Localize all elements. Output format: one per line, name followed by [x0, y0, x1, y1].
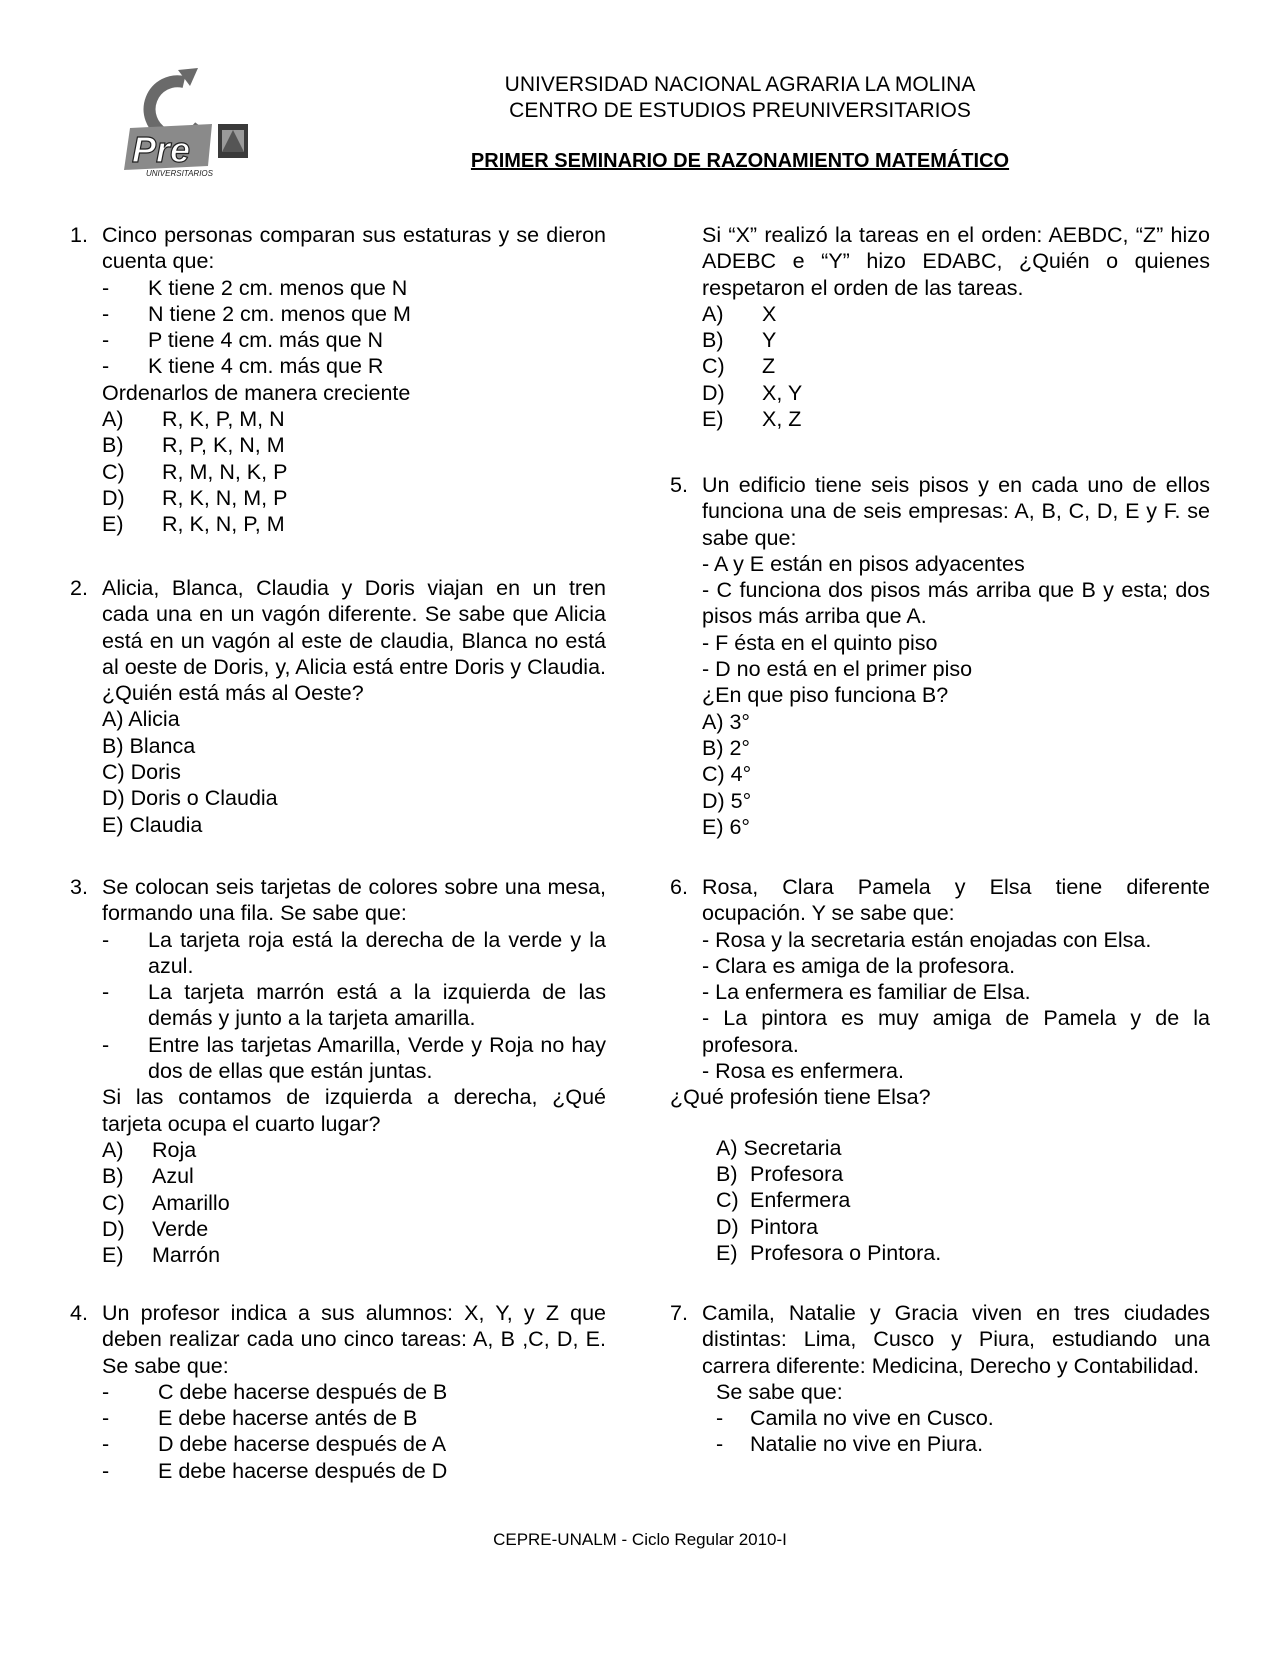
fact-item: - Entre las tarjetas Amarilla, Verde y Roja no hay dos de ellas que están juntas.	[102, 1032, 606, 1084]
answer-option: A) X	[702, 301, 777, 326]
question-text: Alicia, Blanca, Claudia y Doris viajan en un tren cada una en un vagón diferente. Se sabe que Alicia está en un vagón al este de claudia, Blanca no está al oeste de Doris, y, Alicia está entre Doris y Claudia. ¿Quién está más al Oeste?	[102, 576, 606, 706]
question-4	[70, 1300, 606, 1484]
question-1	[70, 222, 606, 538]
fact-item: - C funciona dos pisos más arriba que B y esta; dos pisos más arriba que A.	[702, 578, 1210, 629]
answer-option: B) 2°	[702, 735, 751, 760]
fact-item: - F ésta en el quinto piso	[702, 630, 938, 655]
question-2	[70, 575, 606, 838]
fact-item: - K tiene 4 cm. más que R	[102, 354, 384, 379]
fact-item: - La tarjeta marrón está a la izquierda de las demás y junto a la tarjeta amarilla.	[102, 980, 606, 1031]
answer-option: C) 4°	[702, 762, 752, 787]
page-footer: CEPRE-UNALM - Ciclo Regular 2010-I	[493, 1530, 787, 1549]
answer-option: C) Z	[702, 354, 776, 379]
question-number: 7.	[670, 1301, 688, 1325]
fact-item: - K tiene 2 cm. menos que N	[102, 275, 408, 300]
answer-option: C) Doris	[102, 760, 181, 785]
answer-option: C) Enfermera	[716, 1188, 851, 1213]
fact-item: - Clara es amiga de la profesora.	[702, 953, 1016, 978]
question-text: ¿En que piso funciona B?	[702, 683, 949, 708]
question-number: 5.	[670, 473, 688, 497]
answer-option: D) R, K, N, M, P	[102, 485, 288, 510]
fact-item: - Natalie no vive en Piura.	[716, 1432, 984, 1457]
fact-item: - La tarjeta roja está la derecha de la verde y la azul.	[102, 927, 606, 978]
question-5	[670, 472, 1210, 840]
answer-option: E) Profesora o Pintora.	[716, 1240, 942, 1265]
question-intro: Rosa, Clara Pamela y Elsa tiene diferente ocupación. Y se sabe que:	[702, 875, 1210, 926]
question-text: Ordenarlos de manera creciente	[102, 380, 411, 405]
question-number: 6.	[670, 875, 688, 899]
answer-option: E) Claudia	[102, 812, 203, 837]
fact-item: - Rosa y la secretaria están enojadas con Elsa.	[702, 927, 1152, 952]
answer-option: E) X, Z	[702, 407, 802, 432]
fact-item: - E debe hacerse antés de B	[102, 1406, 418, 1431]
answer-option: E) Marrón	[102, 1243, 221, 1268]
answer-option: A) 3°	[702, 709, 751, 734]
answer-option: B) Y	[702, 328, 777, 353]
fact-item: - La enfermera es familiar de Elsa.	[702, 980, 1031, 1005]
fact-item: - A y E están en pisos adyacentes	[702, 551, 1025, 576]
question-intro: Camila, Natalie y Gracia viven en tres ciudades distintas: Lima, Cusco y Piura, estudiando una carrera diferente: Medicina, Derecho y Contabilidad.	[702, 1301, 1210, 1378]
logo-text: Pre	[132, 129, 191, 170]
answer-option: C) Amarillo	[102, 1190, 230, 1215]
center-name: CENTRO DE ESTUDIOS PREUNIVERSITARIOS	[509, 99, 971, 122]
question-7	[670, 1300, 1210, 1458]
question-6	[670, 874, 1210, 1266]
question-3	[70, 874, 606, 1268]
fact-item: - C debe hacerse después de B	[102, 1379, 448, 1404]
answer-option: D) Doris o Claudia	[102, 786, 278, 811]
fact-item: - La pintora es muy amiga de Pamela y de la profesora.	[702, 1006, 1210, 1057]
question-number: 2.	[70, 576, 88, 600]
question-text: Si las contamos de izquierda a derecha, ¿Qué tarjeta ocupa el cuarto lugar?	[102, 1085, 606, 1136]
answer-option: A) R, K, P, M, N	[102, 407, 285, 432]
answer-option: D) Verde	[102, 1216, 209, 1241]
university-name: UNIVERSIDAD NACIONAL AGRARIA LA MOLINA	[504, 73, 976, 96]
answer-option: C) R, M, N, K, P	[102, 459, 288, 484]
fact-item: - E debe hacerse después de D	[102, 1458, 448, 1483]
answer-option: A) Alicia	[102, 707, 180, 732]
answer-option: E) 6°	[702, 814, 751, 839]
fact-item: - D debe hacerse después de A	[102, 1432, 447, 1457]
question-text: Si “X” realizó la tareas en el orden: AEBDC, “Z” hizo ADEBC e “Y” hizo EDABC, ¿Quién o quienes respetaron el orden de las tareas.	[702, 223, 1210, 300]
question-number: 4.	[70, 1301, 88, 1325]
question-intro: Cinco personas comparan sus estaturas y se dieron cuenta que:	[102, 223, 606, 274]
question-number: 1.	[70, 223, 88, 247]
question-intro: Se colocan seis tarjetas de colores sobre una mesa, formando una fila. Se sabe que:	[102, 875, 606, 926]
answer-option: B) Blanca	[102, 733, 196, 758]
answer-option: A) Roja	[102, 1137, 197, 1162]
question-text: ¿Qué profesión tiene Elsa?	[670, 1085, 931, 1110]
answer-option: B) Azul	[102, 1164, 194, 1189]
answer-option: A) Secretaria	[716, 1135, 842, 1160]
answer-option: B) Profesora	[716, 1161, 844, 1186]
question-intro: Un edificio tiene seis pisos y en cada uno de ellos funciona una de seis empresas: A, B, C, D, E y F. se sabe que:	[702, 473, 1210, 550]
answer-option: D) 5°	[702, 788, 752, 813]
answer-option: D) X, Y	[702, 380, 803, 405]
fact-item: - Rosa es enfermera.	[702, 1059, 904, 1084]
fact-item: - Camila no vive en Cusco.	[716, 1406, 994, 1431]
answer-option: D) Pintora	[716, 1214, 819, 1239]
question-4-continuation	[702, 222, 1210, 432]
answer-option: E) R, K, N, P, M	[102, 512, 285, 537]
logo-subtext: UNIVERSITARIOS	[146, 169, 213, 178]
page-title: PRIMER SEMINARIO DE RAZONAMIENTO MATEMÁTICO	[470, 150, 1010, 172]
answer-option: B) R, P, K, N, M	[102, 433, 285, 458]
fact-item: - N tiene 2 cm. menos que M	[102, 301, 411, 326]
cepre-logo	[116, 66, 256, 184]
question-lead: Se sabe que:	[716, 1379, 843, 1404]
question-intro: Un profesor indica a sus alumnos: X, Y, y Z que deben realizar cada uno cinco tareas: A, B ,C, D, E. Se sabe que:	[102, 1301, 606, 1378]
question-number: 3.	[70, 875, 88, 899]
fact-item: - P tiene 4 cm. más que N	[102, 328, 384, 353]
fact-item: - D no está en el primer piso	[702, 657, 973, 682]
